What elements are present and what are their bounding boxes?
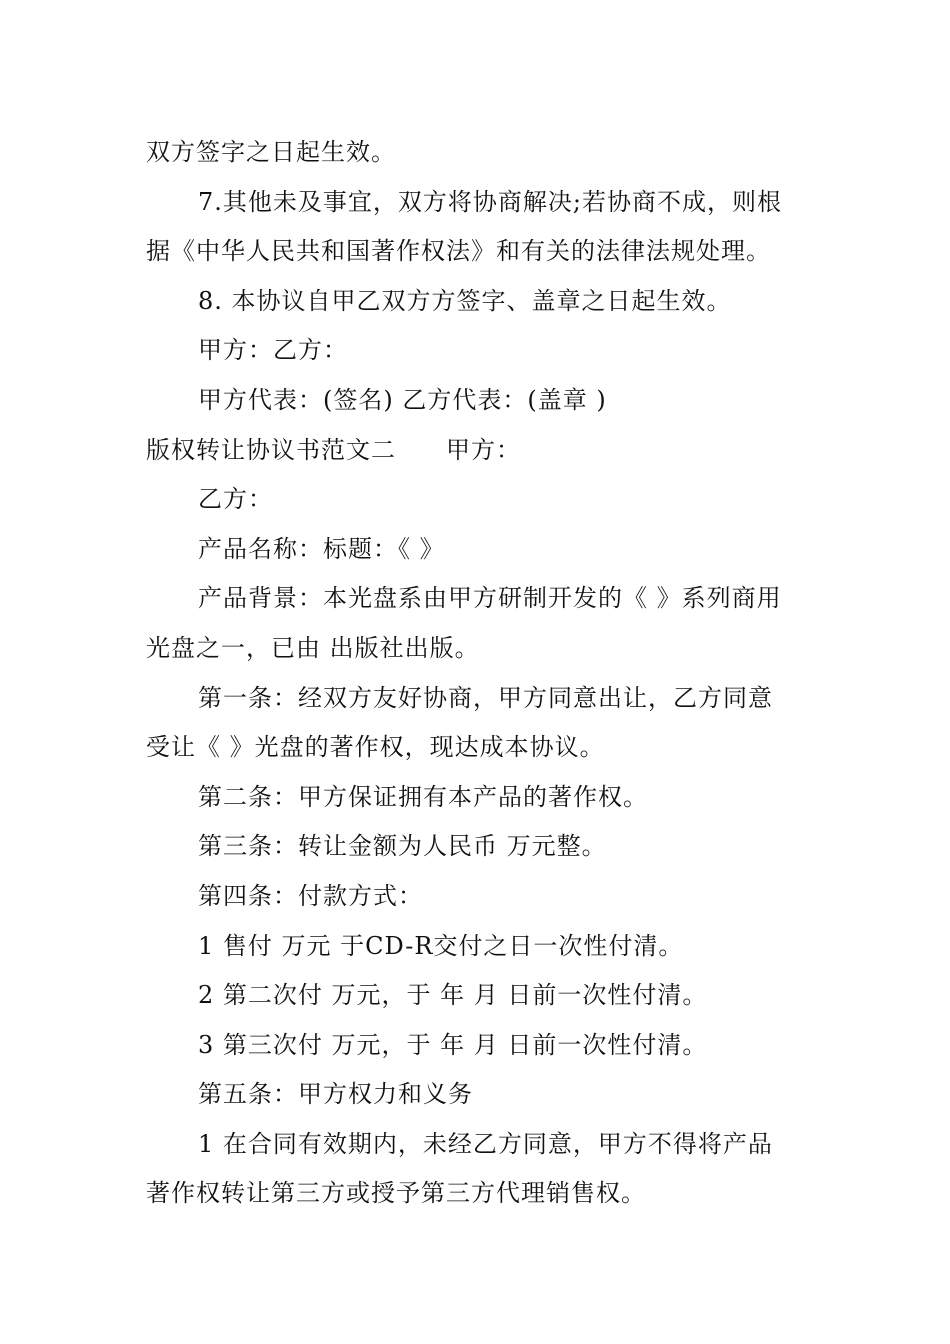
document-body [146, 128, 810, 1219]
product-name-line: 产品名称：标题：《 》 [198, 534, 445, 563]
representatives-line: 甲方代表：(签名) 乙方代表：(盖章 ) [198, 385, 607, 414]
product-background-line-1: 产品背景：本光盘系由甲方研制开发的《 》系列商用 [198, 584, 782, 613]
article-3: 第三条：转让金额为人民币 万元整。 [198, 832, 607, 861]
article-1-line-1: 第一条：经双方友好协商，甲方同意出让，乙方同意 [198, 683, 773, 712]
article-5-item-1-line-1: 1 在合同有效期内，未经乙方同意，甲方不得将产品 [198, 1129, 773, 1158]
payment-item-1: 1 售付 万元 于CD-R交付之日一次性付清。 [198, 931, 684, 960]
article-1-line-2: 受让《 》光盘的著作权，现达成本协议。 [146, 733, 605, 762]
product-background-line-2: 光盘之一，已由 出版社出版。 [146, 633, 480, 662]
article-5-item-1-line-2: 著作权转让第三方或授予第三方代理销售权。 [146, 1179, 646, 1208]
article-4-heading: 第四条：付款方式： [198, 881, 423, 910]
payment-item-3: 3 第三次付 万元，于 年 月 日前一次性付清。 [198, 1030, 708, 1059]
party-a-b-line: 甲方：乙方： [198, 336, 348, 365]
clause-8: 8. 本协议自甲乙双方方签字、盖章之日起生效。 [198, 286, 732, 315]
text-line-1: 双方签字之日起生效。 [146, 138, 396, 166]
clause-7-line-1: 7.其他未及事宜，双方将协商解决;若协商不成，则根 [198, 187, 782, 216]
article-5-heading: 第五条：甲方权力和义务 [198, 1080, 473, 1109]
article-2: 第二条：甲方保证拥有本产品的著作权。 [198, 782, 648, 811]
payment-item-2: 2 第二次付 万元，于 年 月 日前一次性付清。 [198, 981, 708, 1010]
clause-7-line-2: 据《中华人民共和国著作权法》和有关的法律法规处理。 [146, 237, 771, 266]
party-b-line: 乙方： [198, 485, 273, 514]
section-heading-sample-two: 版权转让协议书范文二 甲方： [146, 435, 521, 464]
